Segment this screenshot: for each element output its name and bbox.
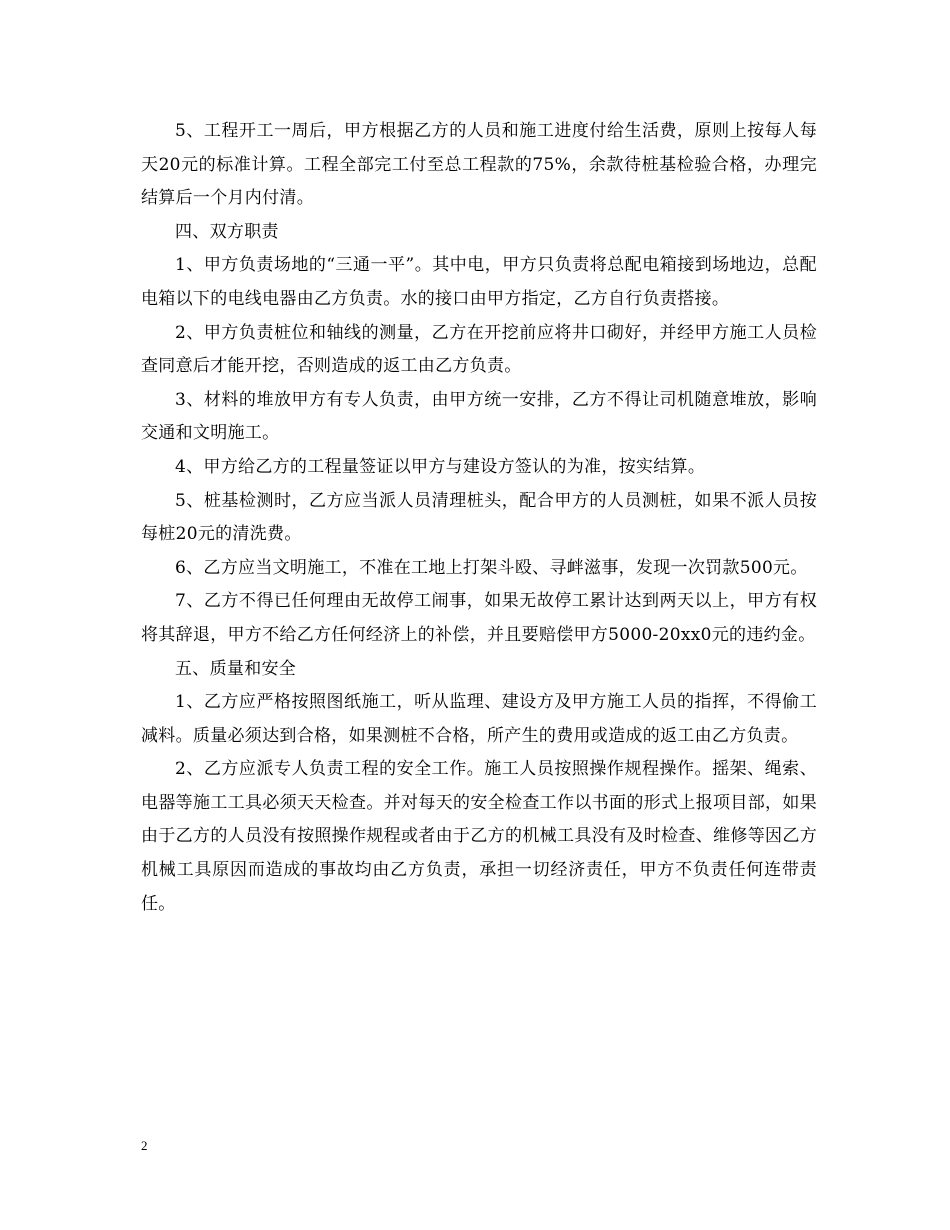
section-heading-quality-safety: 五、质量和安全: [175, 658, 297, 679]
paragraph-quality-requirements: 1、乙方应严格按照图纸施工，听从监理、建设方及甲方施工人员的指挥，不得偷工减料。质量必须达到合格，如果测桩不合格，所产生的费用或造成的返工由乙方负责。: [141, 692, 817, 746]
paragraph-pile-testing: 5、桩基检测时，乙方应当派人员清理桩头，配合甲方的人员测桩，如果不派人员按每桩20元的清洗费。: [141, 490, 817, 545]
paragraph-pile-measurement: 2、甲方负责桩位和轴线的测量，乙方在开挖前应将井口砌好，并经甲方施工人员检查同意后才能开挖，否则造成的返工由乙方负责。: [141, 322, 817, 377]
paragraph-work-stoppage: 7、乙方不得已任何理由无故停工闹事，如果无故停工累计达到两天以上，甲方有权将其辞退，甲方不给乙方任何经济上的补偿，并且要赔偿甲方5000-20xx0元的违约金。: [141, 591, 817, 645]
paragraph-civilized-construction: 6、乙方应当文明施工，不准在工地上打架斗殴、寻衅滋事，发现一次罚款500元。: [175, 557, 808, 578]
paragraph-site-preparation: 1、甲方负责场地的“三通一平”。其中电，甲方只负责将总配电箱接到场地边，总配电箱以下的电线电器由乙方负责。水的接口由甲方指定，乙方自行负责搭接。: [141, 255, 817, 309]
paragraph-quantity-certification: 4、甲方给乙方的工程量签证以甲方与建设方签认的为准，按实结算。: [175, 456, 706, 477]
paragraph-safety-requirements: 2、乙方应派专人负责工程的安全工作。施工人员按照操作规程操作。摇架、绳索、电器等施工工具必须天天检查。并对每天的安全检查工作以书面的形式上报项目部，如果由于乙方的人员没有按照操作规程或者由于乙方的机械工具没有及时检查、维修等因乙方机械工具原因而造成的事故均由乙方负责，承担一切经济责任，甲方不负责任何连带责任。: [141, 759, 817, 914]
paragraph-living-expenses: 5、工程开工一周后，甲方根据乙方的人员和施工进度付给生活费，原则上按每人每天20元的标准计算。工程全部完工付至总工程款的75%，余款待桩基检验合格，办理完结算后一个月内付清。: [141, 121, 817, 209]
document-body: [141, 115, 817, 921]
section-heading-responsibilities: 四、双方职责: [175, 221, 279, 242]
page-number: 2: [141, 1138, 148, 1153]
paragraph-material-stacking: 3、材料的堆放甲方有专人负责，由甲方统一安排，乙方不得让司机随意堆放，影响交通和文明施工。: [141, 389, 817, 444]
